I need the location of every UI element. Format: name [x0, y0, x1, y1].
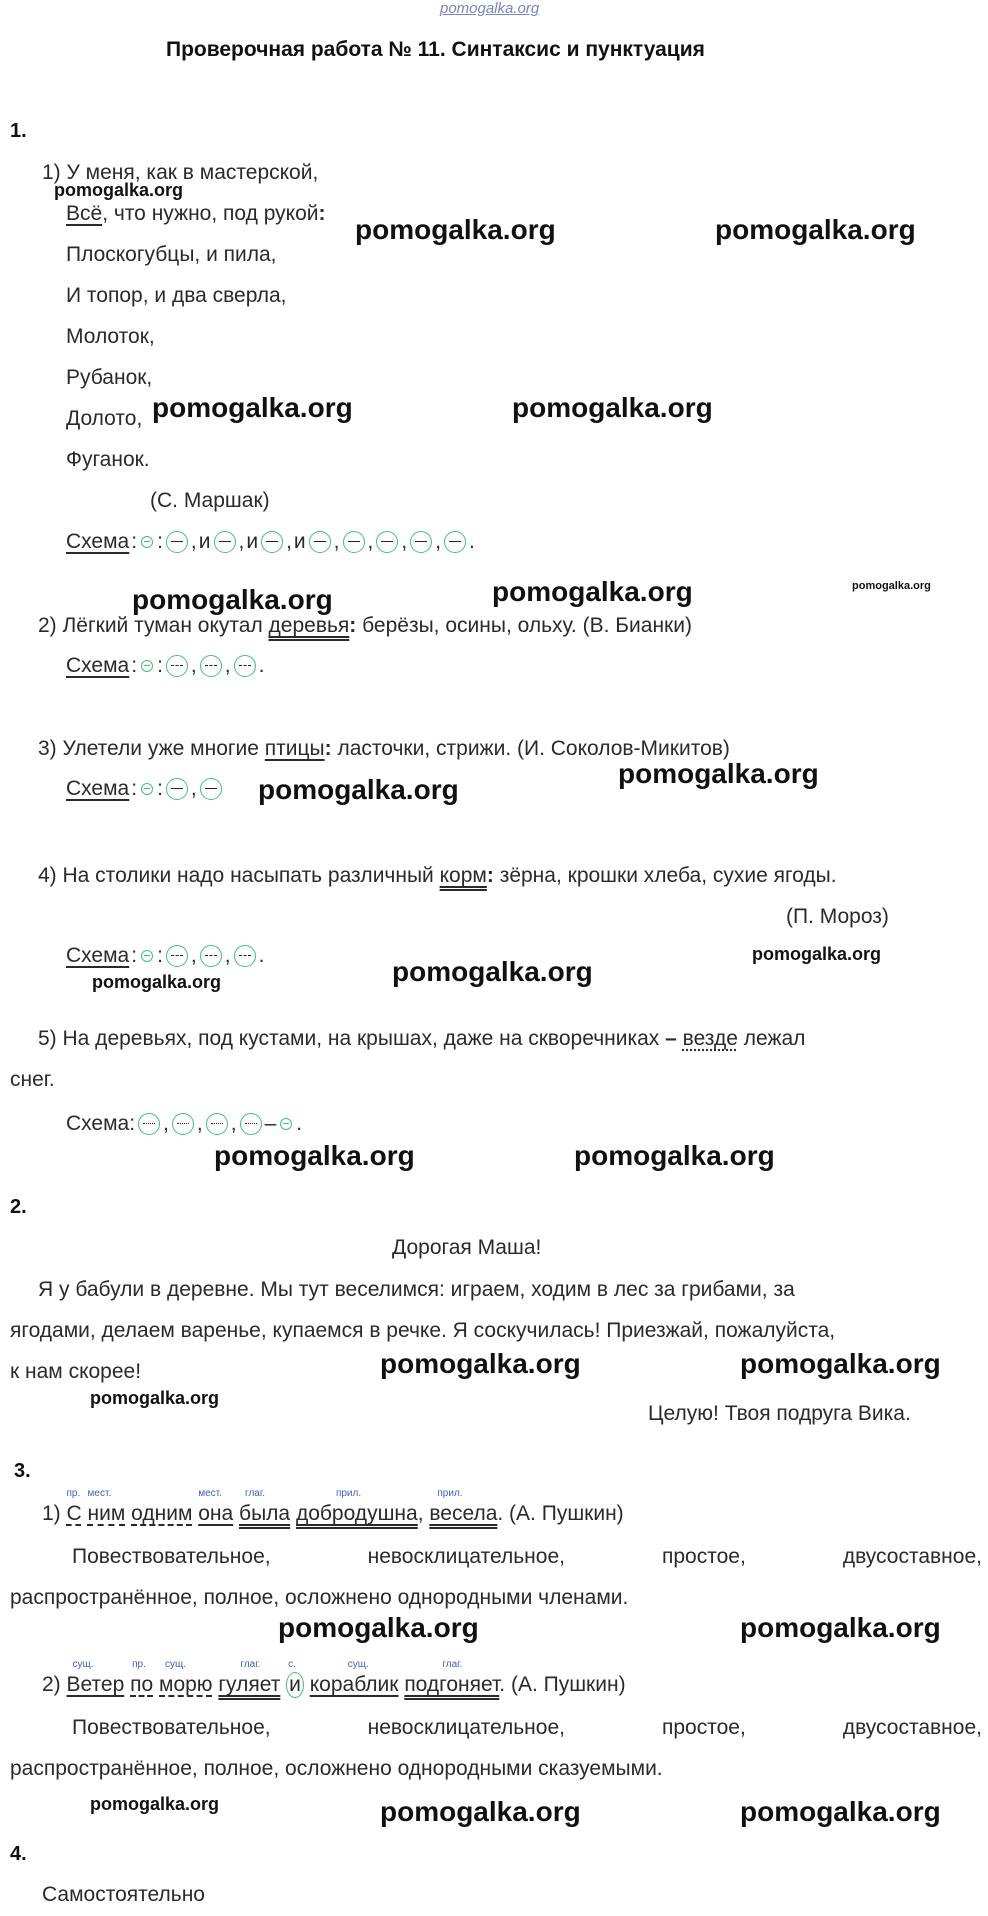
sentence-4-author: (П. Мороз) — [786, 905, 889, 928]
conj: и — [293, 530, 306, 553]
member-circle-icon — [138, 1113, 160, 1135]
letter-line-1: Я у бабули в деревне. Мы тут веселимся: играем, ходим в лес за грибами, за — [38, 1278, 795, 1301]
scheme-5: Схема: , , , – . — [66, 1112, 303, 1135]
generalizing-word-icon — [141, 783, 153, 795]
poem-line-3: Плоскогубцы, и пила, — [66, 243, 277, 266]
member-circle-icon — [309, 531, 331, 553]
poem-author: (С. Маршак) — [150, 489, 270, 512]
scheme-label: Схема — [66, 654, 130, 677]
watermark: pomogalka.org — [740, 1348, 941, 1379]
word-underline: деревья — [268, 614, 350, 637]
watermark: pomogalka.org — [574, 1140, 775, 1171]
scheme-4: Схема : : , , . — [66, 944, 265, 967]
member-circle-icon — [214, 531, 236, 553]
sentence-4: 4) На столики надо насыпать различный корм: зёрна, крошки хлеба, сухие ягоды. — [38, 864, 837, 887]
watermark: pomogalka.org — [740, 1796, 941, 1827]
poem-line-8: Фуганок. — [66, 448, 150, 471]
member-circle-icon — [261, 531, 283, 553]
task-1-number: 1. — [10, 120, 27, 142]
member-circle-icon — [206, 1113, 228, 1135]
watermark: pomogalka.org — [740, 1612, 941, 1643]
conjunction-circle-icon: и — [286, 1672, 304, 1698]
generalizing-word-icon — [141, 950, 153, 962]
member-circle-icon — [166, 655, 188, 677]
scheme-label: Схема: — [66, 1112, 136, 1135]
watermark: pomogalka.org — [492, 576, 693, 607]
poem-line-5: Молоток, — [66, 325, 155, 348]
letter-signature: Целую! Твоя подруга Вика. — [648, 1402, 911, 1425]
sentence-2: 2) Лёгкий туман окутал деревья: берёзы, осины, ольху. (В. Бианки) — [38, 614, 692, 637]
watermark: pomogalka.org — [258, 774, 459, 805]
generalizing-word-icon — [141, 660, 153, 672]
member-circle-icon — [166, 945, 188, 967]
conj: и — [198, 530, 211, 553]
watermark: pomogalka.org — [380, 1348, 581, 1379]
task-3-number: 3. — [14, 1460, 31, 1482]
watermark: pomogalka.org — [380, 1796, 581, 1827]
parsed-desc-2-line-2: распространённое, полное, осложнено однородными сказуемыми. — [10, 1757, 663, 1780]
letter-line-2: ягодами, делаем варенье, купаемся в речке. Я соскучилась! Приезжай, пожалуйста, — [10, 1319, 836, 1342]
sentence-5-line-2: снег. — [10, 1068, 55, 1091]
scheme-3: Схема : : , — [66, 777, 223, 801]
scheme-label: Схема — [66, 777, 130, 800]
scheme-label: Схема — [66, 530, 130, 553]
sentence-3: 3) Улетели уже многие птицы: ласточки, стрижи. (И. Соколов-Микитов) — [38, 737, 730, 760]
word-underline: корм — [439, 864, 487, 887]
watermark: pomogalka.org — [752, 944, 882, 964]
poem-line-6: Рубанок, — [66, 366, 153, 389]
scheme-1: Схема : : , и , и , и , , , , . — [66, 530, 475, 553]
word-underline: птицы — [264, 737, 325, 760]
letter-greeting: Дорогая Маша! — [392, 1236, 542, 1259]
conj: и — [246, 530, 259, 553]
task-4-number: 4. — [10, 1843, 27, 1865]
scheme-label: Схема — [66, 944, 130, 967]
member-circle-icon — [376, 531, 398, 553]
member-circle-icon — [172, 1113, 194, 1135]
poem-line-4: И топор, и два сверла, — [66, 284, 287, 307]
poem-line-1: 1) У меня, как в мастерской, — [42, 161, 319, 184]
word-underline: везде — [682, 1027, 738, 1050]
parsed-desc-1-line-2: распространённое, полное, осложнено однородными членами. — [10, 1586, 629, 1609]
scheme-2: Схема : : , , . — [66, 654, 265, 677]
task-4-answer: Самостоятельно — [42, 1883, 205, 1906]
watermark: pomogalka.org — [852, 580, 931, 592]
sentence-5: 5) На деревьях, под кустами, на крышах, даже на скворечниках – везде лежал — [38, 1027, 806, 1050]
watermark: pomogalka.org — [54, 180, 184, 200]
watermark: pomogalka.org — [90, 1794, 220, 1814]
member-circle-icon — [240, 1113, 262, 1135]
member-circle-icon — [444, 531, 466, 553]
watermark: pomogalka.org — [392, 956, 593, 987]
parsed-sentence-2: 2) сущ. Ветер пр. по сущ. морю глаг. гуляет с. и сущ. кораблик глаг. подгоняет. (А. Пушкин) — [42, 1659, 626, 1696]
member-circle-icon — [166, 778, 188, 800]
task-2-number: 2. — [10, 1196, 27, 1218]
letter-line-3: к нам скорее! — [10, 1360, 142, 1383]
member-circle-icon — [200, 945, 222, 967]
watermark: pomogalka.org — [512, 392, 713, 423]
parsed-desc-1-line-1: Повествовательное, невосклицательное, простое, двусоставное, — [72, 1545, 982, 1568]
parsed-sentence-1: 1) пр. С мест. ним одним мест. она глаг. была прил. добродушна, прил. весела. (А. Пушкин) — [42, 1488, 624, 1525]
watermark: pomogalka.org — [90, 1388, 220, 1408]
member-circle-icon — [343, 531, 365, 553]
member-circle-icon — [234, 655, 256, 677]
page-title: Проверочная работа № 11. Синтаксис и пунктуация — [166, 38, 705, 61]
member-circle-icon — [410, 531, 432, 553]
watermark: pomogalka.org — [715, 214, 916, 245]
watermark: pomogalka.org — [92, 972, 222, 992]
watermark: pomogalka.org — [618, 758, 819, 789]
member-circle-icon — [200, 655, 222, 677]
watermark: pomogalka.org — [152, 392, 353, 423]
generalizing-word-icon — [141, 536, 153, 548]
parsed-desc-2-line-1: Повествовательное, невосклицательное, простое, двусоставное, — [72, 1716, 982, 1739]
top-logo: pomogalka.org — [440, 0, 540, 17]
member-circle-icon — [200, 778, 222, 800]
watermark: pomogalka.org — [132, 584, 333, 615]
watermark: pomogalka.org — [355, 214, 556, 245]
member-circle-icon — [166, 531, 188, 553]
subject-underline: Всё — [66, 202, 103, 225]
generalizing-word-icon — [280, 1118, 292, 1130]
watermark: pomogalka.org — [214, 1140, 415, 1171]
poem-line-7: Долото, — [66, 407, 143, 430]
poem-line-2: Всё, что нужно, под рукой: — [66, 202, 326, 225]
member-circle-icon — [234, 945, 256, 967]
watermark: pomogalka.org — [278, 1612, 479, 1643]
